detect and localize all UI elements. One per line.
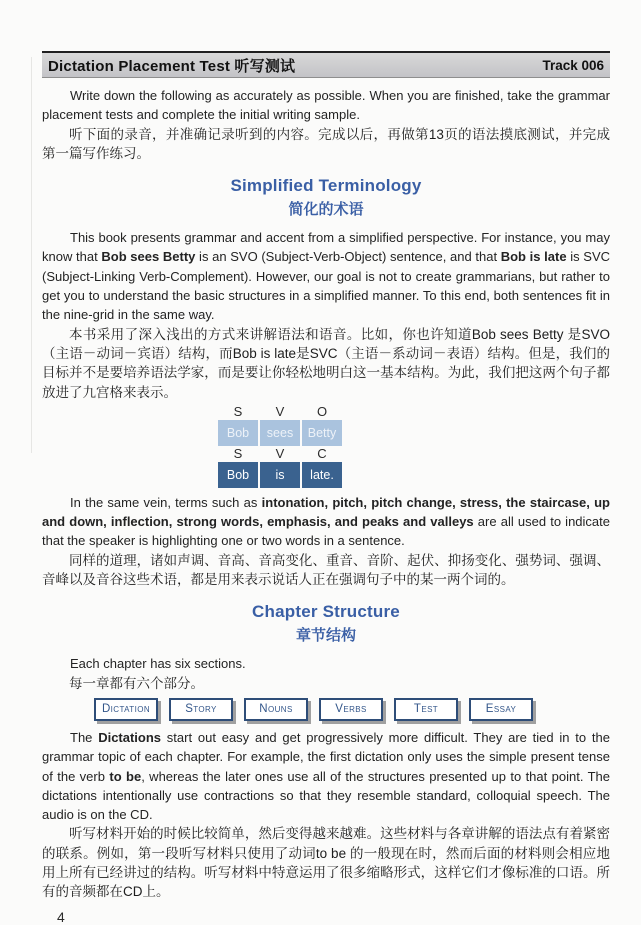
grid-cell-subject: Bob bbox=[218, 420, 258, 446]
page-content bbox=[42, 0, 610, 925]
intonation-paragraph-en: In the same vein, terms such as intonation, pitch, pitch change, stress, the staircase, up and down, inflection, strong words, emphasis, and peaks and valleys are all used to indicate that the speaker is highlighting one or two words in a sentence. bbox=[42, 494, 610, 549]
chapter-structure-heading-en: Chapter Structure bbox=[252, 602, 400, 622]
track-number-label: Track 006 bbox=[542, 57, 604, 73]
chapter-structure-heading-zh: 章节结构 bbox=[295, 627, 356, 645]
column-label-v: V bbox=[275, 445, 285, 461]
sections-line-en: Each chapter has six sections. bbox=[70, 656, 246, 672]
grid-row-svo bbox=[218, 420, 342, 446]
grid-cell-object: Betty bbox=[302, 420, 342, 446]
terminology-heading-en: Simplified Terminology bbox=[230, 176, 422, 196]
nouns-button: Nouns bbox=[244, 698, 308, 721]
verbs-button: Verbs bbox=[319, 698, 383, 721]
page-number: 4 bbox=[57, 908, 65, 925]
column-label-c: C bbox=[317, 445, 327, 461]
grid-cell-subject: Bob bbox=[218, 462, 258, 488]
sections-line-zh: 每一章都有六个部分。 bbox=[69, 675, 204, 691]
grid-cell-complement: late. bbox=[302, 462, 342, 488]
column-label-v: V bbox=[275, 403, 285, 419]
story-button: Story bbox=[169, 698, 233, 721]
terminology-paragraph-zh: 本书采用了深入浅出的方式来讲解语法和语音。比如，你也许知道Bob sees Betty 是SVO（主语－动词－宾语）结构，而Bob is late是SVC（主语－系动词－表语）结构。但是，我们的目标并不是要培养语法学家，而是要让你轻松地明白这一基本结构。为此，我们把这两个句子都放进了九宫格来表示。 bbox=[42, 326, 610, 400]
terminology-heading-zh: 简化的术语 bbox=[288, 201, 364, 219]
chapter-section-buttons bbox=[94, 698, 610, 721]
grid-column-labels-svo bbox=[218, 405, 342, 419]
dictations-paragraph-en: The Dictations start out easy and get progressively more difficult. They are tied in to the grammar topic of each chapter. For example, the first dictation only uses the simple present tense of the verb to be, whereas the later ones use all of the structures presented up to that point. The dictations intentionally use contractions so that they resemble standard, colloquial speech. The audio is on the CD. bbox=[42, 729, 610, 823]
grid-row-svc bbox=[218, 462, 342, 488]
column-label-o: O bbox=[316, 403, 328, 419]
section-header-bar bbox=[42, 51, 610, 78]
test-button: Test bbox=[394, 698, 458, 721]
section-title: Dictation Placement Test 听写测试 bbox=[48, 57, 296, 75]
intro-paragraph-zh: 听下面的录音，并准确记录听到的内容。完成以后，再做第13页的语法摸底测试，并完成第一篇写作练习。 bbox=[42, 126, 610, 161]
grid-cell-verb: sees bbox=[260, 420, 300, 446]
dictations-paragraph-zh: 听写材料开始的时候比较简单，然后变得越来越难。这些材料与各章讲解的语法点有着紧密的联系。例如，第一段听写材料只使用了动词to be 的一般现在时，然而后面的材料则会相应地用上所有已经讲过的结构。听写材料中特意运用了很多缩略形式，这样它们才像标准的口语。所有的音频都在CD上。 bbox=[42, 826, 610, 900]
dictation-button: Dictation bbox=[94, 698, 158, 721]
column-label-s: S bbox=[233, 403, 243, 419]
column-label-s: S bbox=[233, 445, 243, 461]
grid-cell-linking-verb: is bbox=[260, 462, 300, 488]
grid-column-labels-svc bbox=[218, 447, 342, 461]
intro-paragraph-en: Write down the following as accurately as possible. When you are finished, take the grammar placement tests and complete the initial writing sample. bbox=[42, 88, 610, 123]
essay-button: Essay bbox=[469, 698, 533, 721]
nine-grid-table bbox=[218, 405, 342, 488]
scan-artifact-line bbox=[31, 57, 32, 453]
intonation-paragraph-zh: 同样的道理，诸如声调、音高、音高变化、重音、音阶、起伏、抑扬变化、强势词、强调、音峰以及音谷这些术语，都是用来表示说话人正在强调句子中的某一两个词的。 bbox=[42, 552, 610, 588]
terminology-paragraph-en: This book presents grammar and accent from a simplified perspective. For instance, you may know that Bob sees Betty is an SVO (Subject-Verb-Object) sentence, and that Bob is late is SVC (Subject-Linking Verb-Complement). However, our goal is not to create grammarians, but rather to get you to understand the basic structures in a simplified manner. To this end, both sentences fit in the nine-grid in the same way. bbox=[42, 230, 611, 323]
